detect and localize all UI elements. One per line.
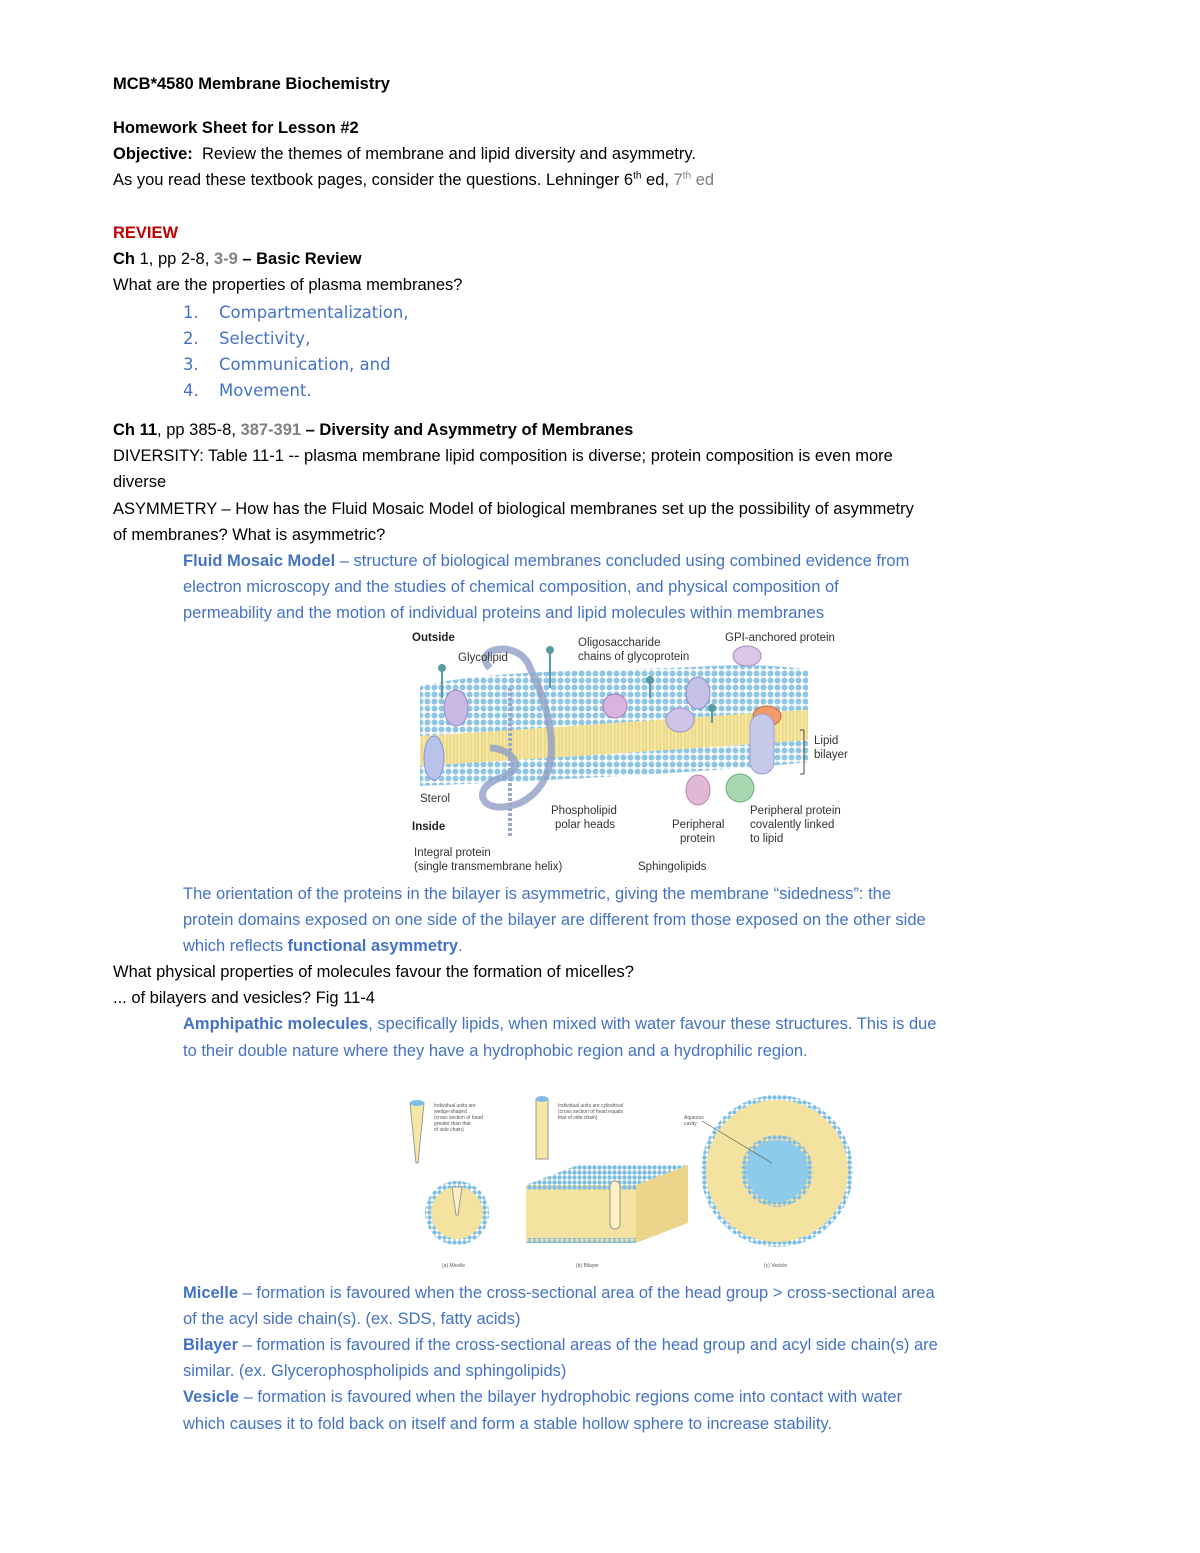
oligo-label-1: Oligosaccharide	[578, 637, 661, 649]
periph-cov-label-2: covalently linked	[750, 819, 835, 831]
orient-line-3: which reflects functional asymmetry.	[183, 937, 463, 955]
properties-list	[183, 300, 409, 404]
asymmetry-line: ASYMMETRY – How has the Fluid Mosaic Model of biological membranes set up the possibility of asymmetry	[113, 500, 914, 518]
ch11-heading: Ch 11, pp 385-8, 387-391 – Diversity and Asymmetry of Membranes	[113, 421, 634, 439]
lipid-structures-figure	[402, 1085, 878, 1271]
list-item: 3. Communication, and	[183, 355, 391, 374]
diversity-line: DIVERSITY: Table 11-1 -- plasma membrane lipid composition is diverse; protein composition is even more	[113, 447, 893, 465]
lipid-label-1: Lipid	[814, 735, 839, 747]
integral-label-2: (single transmembrane helix)	[414, 861, 563, 873]
fmm-line-2: electron microscopy and the studies of chemical composition, and physical composition of	[183, 578, 839, 596]
fmm-line-3: permeability and the motion of individual proteins and lipid molecules within membranes	[183, 604, 825, 622]
bilayer-note-1: Individual units are cylindrical	[558, 1103, 624, 1109]
inside-label: Inside	[412, 821, 446, 833]
lipid-label-2: bilayer	[814, 749, 848, 761]
caption-micelle: (a) Micelle	[442, 1263, 466, 1269]
bilayer-note-3: that of side chain)	[558, 1115, 598, 1121]
peripheral-label-2: protein	[680, 833, 716, 845]
integral-label-1: Integral protein	[414, 847, 491, 859]
micelle-note-4: greater than that	[434, 1121, 471, 1127]
orient-line-2: protein domains exposed on one side of the bilayer are different from those exposed on the other side	[183, 911, 926, 929]
amph-line-1: Amphipathic molecules, specifically lipids, when mixed with water favour these structures. This is due	[183, 1015, 937, 1033]
diversity-line-2: diverse	[113, 473, 167, 491]
periph-cov-label-3: to lipid	[750, 833, 784, 845]
amph-line-2: to their double nature where they have a hydrophobic region and a hydrophilic region.	[183, 1042, 808, 1060]
phospholipid-label-1: Phospholipid	[551, 805, 617, 817]
aqueous-label-2: cavity	[684, 1121, 697, 1127]
sterol-label: Sterol	[420, 793, 451, 805]
micelle-line-1: Micelle – formation is favoured when the cross-sectional area of the head group > cross-sectional area	[183, 1284, 935, 1302]
reading-intro: As you read these textbook pages, consider the questions. Lehninger 6th ed, 7th ed	[113, 170, 715, 189]
oligo-label-2: chains of glycoprotein	[578, 651, 690, 663]
phospholipid-label-2: polar heads	[555, 819, 616, 831]
micelle-note-1: Individual units are	[434, 1103, 476, 1109]
peripheral-label-1: Peripheral	[672, 819, 725, 831]
fmm-line-1: Fluid Mosaic Model – structure of biological membranes concluded using combined evidence from	[183, 552, 910, 570]
micelle-note-5: of side chain)	[434, 1127, 464, 1133]
orient-line-1: The orientation of the proteins in the bilayer is asymmetric, giving the membrane “sidedness”: the	[183, 885, 892, 903]
fluid-mosaic-figure	[410, 628, 870, 876]
list-item: 4. Movement.	[183, 381, 312, 400]
ch1-question: What are the properties of plasma membranes?	[113, 276, 463, 294]
course-title: MCB*4580 Membrane Biochemistry	[113, 75, 390, 93]
caption-vesicle: (c) Vesicle	[764, 1263, 788, 1269]
aqueous-label-1: Aqueous	[684, 1115, 704, 1121]
vesicle-line-1: Vesicle – formation is favoured when the bilayer hydrophobic regions come into contact with water	[183, 1388, 903, 1406]
bilayer-note-2: (cross section of head equals	[558, 1109, 624, 1115]
gpi-label: GPI-anchored protein	[725, 632, 835, 644]
sheet-title: Homework Sheet for Lesson #2	[113, 119, 359, 137]
micelle-note-3: (cross section of head	[434, 1115, 483, 1121]
micelle-question: What physical properties of molecules favour the formation of micelles?	[113, 963, 634, 981]
caption-bilayer: (b) Bilayer	[576, 1263, 599, 1269]
outside-label: Outside	[412, 632, 455, 644]
bilayer-question: ... of bilayers and vesicles? Fig 11-4	[113, 989, 375, 1007]
bilayer-line-1: Bilayer – formation is favoured if the cross-sectional areas of the head group and acyl side chain(s) are	[183, 1336, 938, 1354]
glycolipid-label: Glycolipid	[458, 652, 508, 664]
micelle-line-2: of the acyl side chain(s). (ex. SDS, fatty acids)	[183, 1310, 521, 1328]
list-item: 2. Selectivity,	[183, 329, 311, 348]
vesicle-line-2: which causes it to fold back on itself and form a stable hollow sphere to increase stability.	[183, 1415, 833, 1433]
sphingolipid-label: Sphingolipids	[638, 861, 707, 873]
objective-line: Objective: Review the themes of membrane and lipid diversity and asymmetry.	[113, 145, 696, 163]
bilayer-line-2: similar. (ex. Glycerophospholipids and sphingolipids)	[183, 1362, 567, 1380]
periph-cov-label-1: Peripheral protein	[750, 805, 841, 817]
micelle-note-2: wedge-shaped	[434, 1109, 467, 1115]
ch1-heading: Ch 1, pp 2-8, 3-9 – Basic Review	[113, 250, 362, 268]
asymmetry-line-2: of membranes? What is asymmetric?	[113, 526, 386, 544]
review-heading: REVIEW	[113, 224, 179, 242]
list-item: 1. Compartmentalization,	[183, 303, 409, 322]
